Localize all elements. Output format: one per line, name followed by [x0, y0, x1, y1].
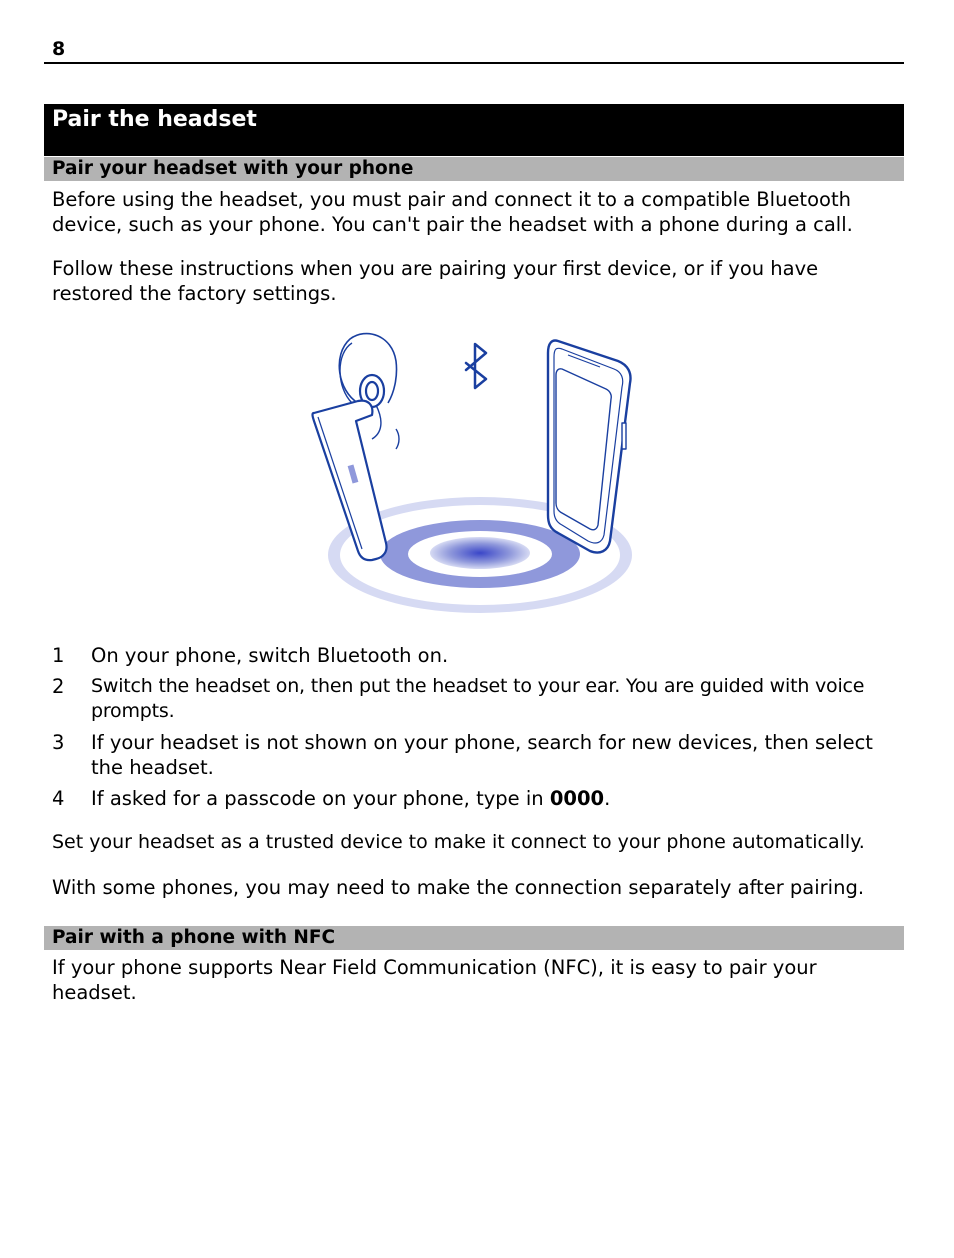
pairing-illustration: [300, 325, 640, 620]
paragraph: With some phones, you may need to make the connection separately after pairing.: [52, 876, 865, 899]
section-header: [44, 926, 904, 950]
paragraph: Follow these instructions when you are pairing your first device, or if you have restored the factory settings.: [52, 257, 819, 305]
step-text-before: If asked for a passcode on your phone, type in: [91, 787, 550, 810]
phone-icon: [548, 341, 631, 553]
step-text: If your headset is not shown on your phone, search for new devices, then select the headset.: [91, 731, 873, 779]
step-text: [91, 786, 903, 811]
step-number: 4: [52, 787, 65, 810]
paragraph: If your phone supports Near Field Communication (NFC), it is easy to pair your headset.: [52, 956, 817, 1004]
chapter-header: [44, 104, 904, 156]
page-number: 8: [52, 38, 66, 60]
top-rule: [44, 62, 904, 64]
step-text: On your phone, switch Bluetooth on.: [91, 644, 449, 667]
step-text-after: .: [604, 787, 611, 810]
step-text: Switch the headset on, then put the headset to your ear. You are guided with voice prompts.: [91, 675, 865, 722]
section-title: Pair with a phone with NFC: [52, 927, 336, 948]
paragraph: Before using the headset, you must pair and connect it to a compatible Bluetooth device, such as your phone. You can't pair the headset with a phone during a call.: [52, 188, 853, 236]
section-title: Pair your headset with your phone: [52, 158, 414, 179]
step-number: 2: [52, 675, 65, 698]
step-number: 3: [52, 731, 65, 754]
step-number: 1: [52, 644, 65, 667]
passcode: 0000: [549, 787, 605, 810]
paragraph: Set your headset as a trusted device to make it connect to your phone automatically.: [52, 831, 865, 853]
bluetooth-icon: [466, 344, 486, 388]
chapter-title: Pair the headset: [52, 107, 257, 132]
section-header: [44, 157, 904, 181]
